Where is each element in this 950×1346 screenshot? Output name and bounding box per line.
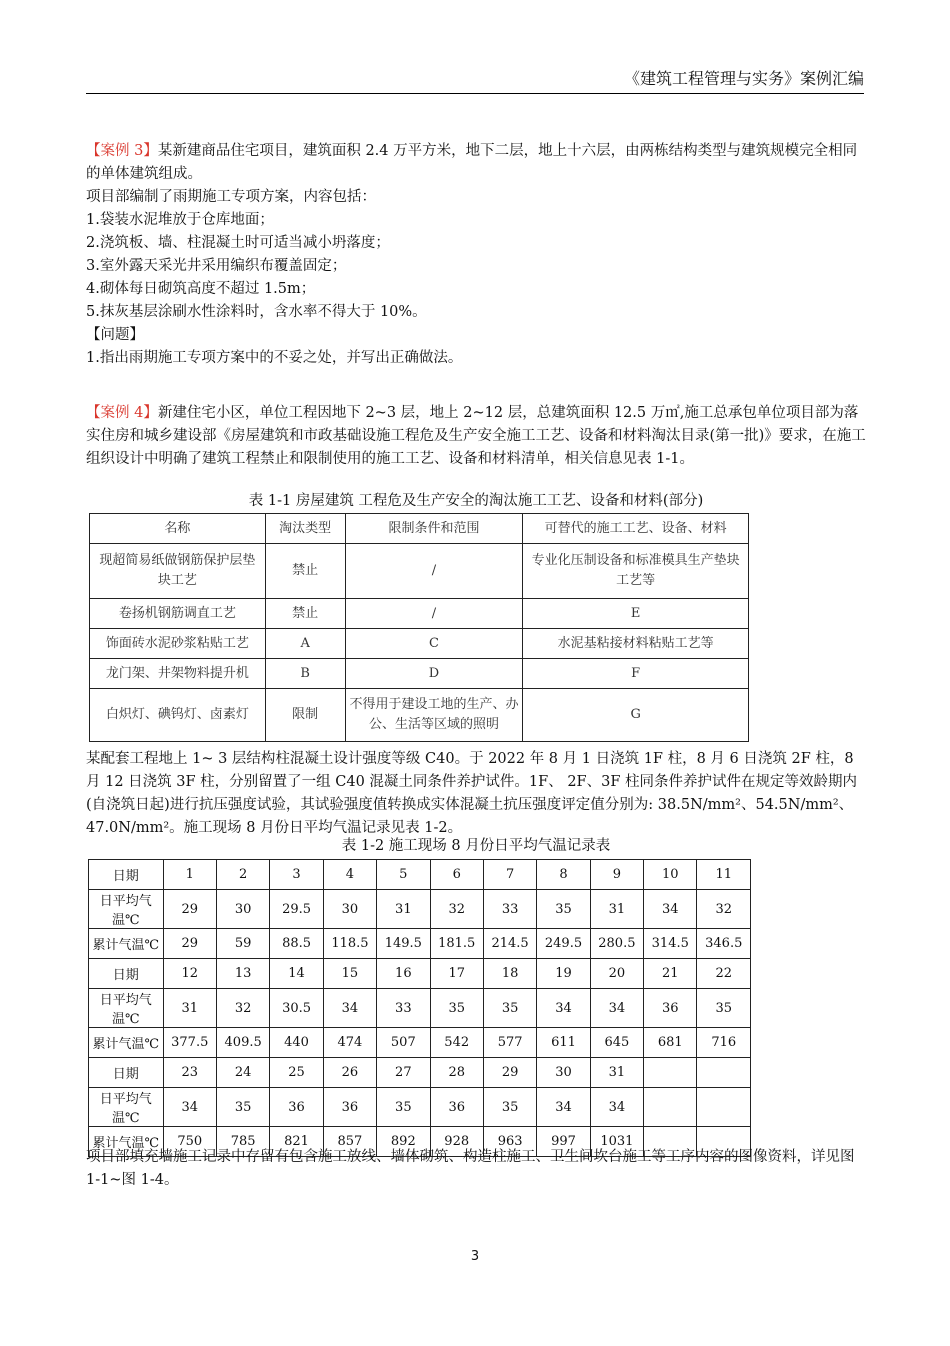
case3-line: 2.浇筑板、墙、柱混凝土时可适当减小坍落度； xyxy=(86,235,390,251)
table2-cell: 34 xyxy=(537,989,590,1028)
table1-cell: / xyxy=(345,544,523,599)
table1-header-cell: 限制条件和范围 xyxy=(345,514,523,544)
table2-cell: 34 xyxy=(590,1088,643,1127)
table2-cell: 26 xyxy=(323,1058,376,1088)
table1-cell: 专业化压制设备和标准模具生产垫块工艺等 xyxy=(523,544,749,599)
table2-cell: 280.5 xyxy=(590,929,643,959)
table2-cell: 10 xyxy=(644,860,697,890)
table2-cell xyxy=(697,1088,751,1127)
case3-intro-text: 某新建商品住宅项目，建筑面积 2.4 万平方米，地下二层，地上十六层，由两栋结构类型与建筑规模完全相同的单体建筑组成。 xyxy=(86,143,858,182)
running-header: 《建筑工程管理与实务》案例汇编 xyxy=(623,69,864,88)
table1-header-cell: 淘汰类型 xyxy=(265,514,345,544)
table2-cell: 34 xyxy=(323,989,376,1028)
table2-part1 xyxy=(88,859,751,959)
table2-cell: 59 xyxy=(216,929,269,959)
table2-cell: 29 xyxy=(483,1058,536,1088)
table2-cell: 8 xyxy=(537,860,590,890)
table2-cell: 17 xyxy=(430,959,483,989)
table1-row xyxy=(90,659,749,689)
table2-cell: 346.5 xyxy=(697,929,751,959)
table2-cell: 542 xyxy=(430,1028,483,1058)
table2-cell: 23 xyxy=(163,1058,216,1088)
table2-cell: 7 xyxy=(483,860,536,890)
case3-tag: 【案例 3】 xyxy=(86,143,158,159)
case3-line: 3.室外露天采光井采用编织布覆盖固定； xyxy=(86,258,347,274)
table2-row xyxy=(89,890,751,929)
table2-cell: 6 xyxy=(430,860,483,890)
header-divider xyxy=(86,93,864,94)
table1-cell: 禁止 xyxy=(265,599,345,629)
table2-cell: 14 xyxy=(270,959,323,989)
table2-cell: 34 xyxy=(644,890,697,929)
table2-cell: 36 xyxy=(430,1088,483,1127)
table1-cell: C xyxy=(345,629,523,659)
table1-cell: 水泥基粘接材料粘贴工艺等 xyxy=(523,629,749,659)
table2-cell: 31 xyxy=(590,1058,643,1088)
table2-cell: 928 xyxy=(430,1127,483,1157)
table1-cell: 限制 xyxy=(265,689,345,742)
table1-cell: 白炽灯、碘钨灯、卤素灯 xyxy=(90,689,266,742)
table2-row xyxy=(89,929,751,959)
table2-cell: 29 xyxy=(163,890,216,929)
case3-line: 【问题】 xyxy=(86,327,144,343)
table2-cell: 35 xyxy=(483,1088,536,1127)
table2-cell: 997 xyxy=(537,1127,590,1157)
table2-cell: 22 xyxy=(697,959,751,989)
table2-cell: 18 xyxy=(483,959,536,989)
table2-cell: 611 xyxy=(537,1028,590,1058)
table2-cell: 35 xyxy=(430,989,483,1028)
table2-row-label: 日平均气温℃ xyxy=(89,1088,164,1127)
table2-cell: 857 xyxy=(323,1127,376,1157)
case3-line: 1.指出雨期施工专项方案中的不妥之处，并写出正确做法。 xyxy=(86,350,463,366)
table2-cell: 507 xyxy=(377,1028,430,1058)
table2-row-label: 日期 xyxy=(89,1058,164,1088)
table2-cell xyxy=(697,1058,751,1088)
table2-cell: 4 xyxy=(323,860,376,890)
table2-cell: 31 xyxy=(377,890,430,929)
table2-cell: 35 xyxy=(697,989,751,1028)
table2-cell: 27 xyxy=(377,1058,430,1088)
table2-cell: 11 xyxy=(697,860,751,890)
table2-cell: 88.5 xyxy=(270,929,323,959)
table2-cell: 30 xyxy=(537,1058,590,1088)
table2-cell: 21 xyxy=(644,959,697,989)
table2-cell: 16 xyxy=(377,959,430,989)
table2-cell: 36 xyxy=(644,989,697,1028)
table2-cell: 32 xyxy=(430,890,483,929)
table1-cell: 现超简易纸做钢筋保护层垫块工艺 xyxy=(90,544,266,599)
table2-cell: 35 xyxy=(216,1088,269,1127)
table2-cell: 681 xyxy=(644,1028,697,1058)
table1-row xyxy=(90,689,749,742)
table2-cell: 377.5 xyxy=(163,1028,216,1058)
table2-row-label: 累计气温℃ xyxy=(89,1127,164,1157)
table2-cell: 13 xyxy=(216,959,269,989)
case4-tag: 【案例 4】 xyxy=(86,405,158,421)
table2-row xyxy=(89,959,751,989)
page-number: 3 xyxy=(470,1249,480,1264)
table2-cell: 35 xyxy=(537,890,590,929)
table2-cell: 821 xyxy=(270,1127,323,1157)
table2-cell: 249.5 xyxy=(537,929,590,959)
table2-cell: 30 xyxy=(323,890,376,929)
table1-cell: F xyxy=(523,659,749,689)
table2-part2 xyxy=(88,958,751,1157)
table2-cell: 750 xyxy=(163,1127,216,1157)
table2-cell: 32 xyxy=(216,989,269,1028)
table2-cell: 29.5 xyxy=(270,890,323,929)
table2-cell: 29 xyxy=(163,929,216,959)
table2-cell: 716 xyxy=(697,1028,751,1058)
table2-cell: 214.5 xyxy=(483,929,536,959)
table2-cell: 34 xyxy=(590,989,643,1028)
table1-cell: 禁止 xyxy=(265,544,345,599)
table1-cell: B xyxy=(265,659,345,689)
table2-cell: 963 xyxy=(483,1127,536,1157)
table2-row-label: 日平均气温℃ xyxy=(89,989,164,1028)
table1-cell: 不得用于建设工地的生产、办公、生活等区域的照明 xyxy=(345,689,523,742)
table2-row-label: 累计气温℃ xyxy=(89,1028,164,1058)
case3-line: 项目部编制了雨期施工专项方案，内容包括： xyxy=(86,189,376,205)
table2-cell: 35 xyxy=(377,1088,430,1127)
table2-cell: 30 xyxy=(216,890,269,929)
table2-cell: 34 xyxy=(163,1088,216,1127)
table1-header-cell: 可替代的施工工艺、设备、材料 xyxy=(523,514,749,544)
table2-cell: 5 xyxy=(377,860,430,890)
table1 xyxy=(89,513,749,742)
table2-cell: 25 xyxy=(270,1058,323,1088)
table2-cell: 645 xyxy=(590,1028,643,1058)
table2-cell: 3 xyxy=(270,860,323,890)
table2-row-label: 日期 xyxy=(89,860,164,890)
table2-cell xyxy=(644,1088,697,1127)
table1-cell: 饰面砖水泥砂浆粘贴工艺 xyxy=(90,629,266,659)
table2-cell: 785 xyxy=(216,1127,269,1157)
table2-cell: 9 xyxy=(590,860,643,890)
table2-cell: 12 xyxy=(163,959,216,989)
table1-cell: D xyxy=(345,659,523,689)
table2-cell: 31 xyxy=(590,890,643,929)
table2-cell: 36 xyxy=(323,1088,376,1127)
table2-row-label: 日期 xyxy=(89,959,164,989)
table2-row-label: 累计气温℃ xyxy=(89,929,164,959)
table2-row xyxy=(89,1088,751,1127)
case4-para2: 某配套工程地上 1~ 3 层结构柱混凝土设计强度等级 C40。于 2022 年 8 月 1 日浇筑 1F 柱，8 月 6 日浇筑 2F 柱，8 月 12 日浇筑 3F 柱，分别留置了一组 C40 混凝土同条件养护试件。1F、 2F、3F 柱同条件养护试件在规定等效龄期内(自浇筑日起)进行抗压强度试验，其试验强度值转换成实体混凝土抗压强度评定值分别为: 38.5N/mm²、54.5N/mm²、47.0N/mm²。施工现场 8 月份日平均气温记录见表 1-2。 xyxy=(86,751,858,836)
table1-cell: / xyxy=(345,599,523,629)
table2-cell: 149.5 xyxy=(377,929,430,959)
case4-intro xyxy=(86,402,866,471)
case3-line: 5.抹灰基层涂刷水性涂料时，含水率不得大于 10%。 xyxy=(86,304,427,320)
table2-cell: 32 xyxy=(697,890,751,929)
table2-row xyxy=(89,1058,751,1088)
table2-row xyxy=(89,1028,751,1058)
table2-cell: 30.5 xyxy=(270,989,323,1028)
table2-cell: 19 xyxy=(537,959,590,989)
table2-cell: 34 xyxy=(537,1088,590,1127)
table2-caption: 表 1-2 施工现场 8 月份日平均气温记录表 xyxy=(341,838,611,854)
table2-cell: 409.5 xyxy=(216,1028,269,1058)
case4-para3: 项目部填充墙施工记录中存留有包含施工放线、墙体砌筑、构造柱施工、卫生间坎台施工等工序内容的图像资料，详见图 1-1~图 1-4。 xyxy=(86,1149,855,1188)
table2-cell: 33 xyxy=(377,989,430,1028)
case4-intro-text: 新建住宅小区，单位工程因地下 2~3 层，地上 2~12 层，总建筑面积 12.5 万㎡,施工总承包单位项目部为落实住房和城乡建设部《房屋建筑和市政基础设施工程危及生产安全施工工艺、设备和材料淘汰目录(第一批)》要求，在施工组织设计中明确了建筑工程禁止和限制使用的施工工艺、设备和材料清单，相关信息见表 1-1。 xyxy=(86,405,866,467)
table2-cell: 118.5 xyxy=(323,929,376,959)
table1-caption: 表 1-1 房屋建筑 工程危及生产安全的淘汰施工工艺、设备和材料(部分) xyxy=(248,493,704,509)
table2-cell: 1031 xyxy=(590,1127,643,1157)
table1-header-cell: 名称 xyxy=(90,514,266,544)
table2-cell: 20 xyxy=(590,959,643,989)
table2-row xyxy=(89,860,751,890)
case3-line: 4.砌体每日砌筑高度不超过 1.5m； xyxy=(86,281,316,297)
table2-cell: 31 xyxy=(163,989,216,1028)
table1-cell: G xyxy=(523,689,749,742)
table2-cell xyxy=(644,1058,697,1088)
table2-cell: 474 xyxy=(323,1028,376,1058)
table2-row-label: 日平均气温℃ xyxy=(89,890,164,929)
table2-cell: 36 xyxy=(270,1088,323,1127)
table2-cell: 892 xyxy=(377,1127,430,1157)
case3-intro xyxy=(86,140,866,186)
table2-cell: 314.5 xyxy=(644,929,697,959)
table2-cell: 35 xyxy=(483,989,536,1028)
table2-cell: 440 xyxy=(270,1028,323,1058)
case3-line: 1.袋装水泥堆放于仓库地面； xyxy=(86,212,274,228)
table2-row xyxy=(89,989,751,1028)
table1-cell: E xyxy=(523,599,749,629)
table2-cell: 2 xyxy=(216,860,269,890)
table1-cell: 龙门架、井架物料提升机 xyxy=(90,659,266,689)
table2-cell: 181.5 xyxy=(430,929,483,959)
table2-cell: 1 xyxy=(163,860,216,890)
table2-cell: 577 xyxy=(483,1028,536,1058)
table1-cell: 卷扬机钢筋调直工艺 xyxy=(90,599,266,629)
table1-row xyxy=(90,599,749,629)
table1-header-row xyxy=(90,514,749,544)
table2-cell: 15 xyxy=(323,959,376,989)
table2-cell: 33 xyxy=(483,890,536,929)
table1-row xyxy=(90,629,749,659)
table2-cell: 24 xyxy=(216,1058,269,1088)
table2-cell: 28 xyxy=(430,1058,483,1088)
table1-row xyxy=(90,544,749,599)
table1-cell: A xyxy=(265,629,345,659)
